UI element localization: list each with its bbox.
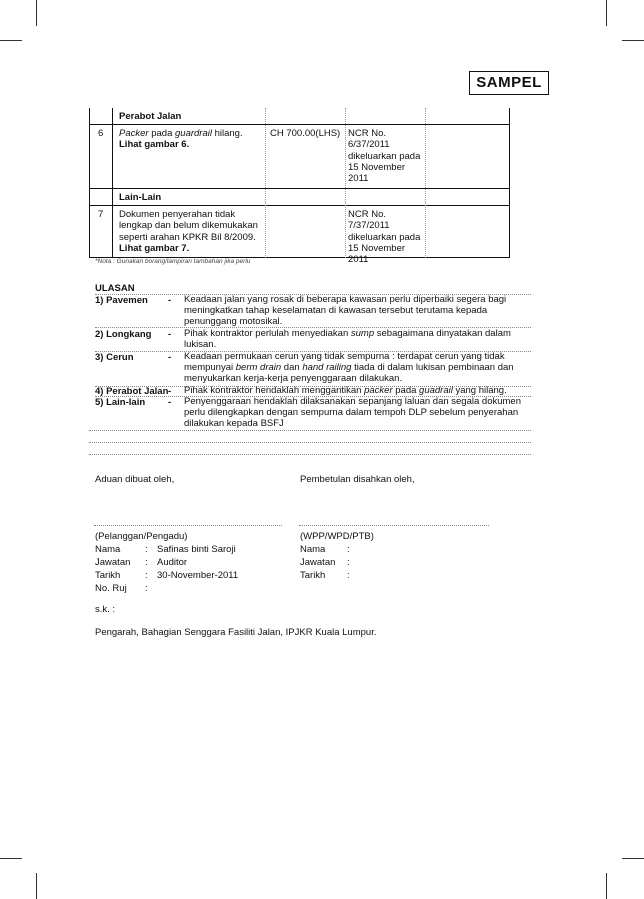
field-value: Safinas binti Saroji xyxy=(157,544,236,555)
ulasan-line: Keadaan permukaan cerun yang tidak sempurna : terdapat cerun yang tidak xyxy=(184,351,505,362)
ulasan-line: meningkatkan tahap keselamatan di kawasan tersebut terutama kepada xyxy=(184,304,488,316)
ulasan-fragment: Pihak kontraktor perlulah menyediakan xyxy=(184,328,351,339)
field-label: Tarikh xyxy=(95,570,121,581)
approved-by-heading: Pembetulan disahkan oleh, xyxy=(300,474,415,485)
ulasan-dash: - xyxy=(168,397,172,408)
crop-mark xyxy=(36,873,37,899)
crop-mark xyxy=(606,873,607,899)
ncr-line: 2011 xyxy=(348,254,369,266)
section-heading: Perabot Jalan xyxy=(119,111,182,122)
item-text: seperti arahan KPKR Bil 8/2009. xyxy=(119,231,256,243)
ulasan-text xyxy=(184,329,526,351)
ulasan-fragment: sump xyxy=(350,328,375,339)
ncr-line: 15 November xyxy=(348,242,406,254)
ulasan-fragment: Pihak kontraktor hendaklah menggantikan xyxy=(184,385,365,396)
table-border xyxy=(89,205,510,206)
item-description xyxy=(119,128,267,151)
sampel-stamp: SAMPEL xyxy=(469,71,549,95)
table-border xyxy=(89,108,90,258)
ulasan-line: menyukarkan kerja-kerja penyenggaraan dilakukan. xyxy=(184,372,403,384)
ulasan-dash: - xyxy=(168,329,172,340)
ulasan-fragment: pada xyxy=(392,385,420,396)
ulasan-fragment: berm drain xyxy=(235,361,282,373)
ulasan-fragment: tiada di dalam lukisan pembinaan dan xyxy=(351,361,514,373)
row-number: 7 xyxy=(98,209,104,220)
ulasan-line xyxy=(184,363,526,374)
field-colon: : xyxy=(347,544,350,555)
field-colon: : xyxy=(347,570,350,581)
field-value: 30-November-2011 xyxy=(157,570,239,581)
ncr-line: dikeluarkan pada xyxy=(348,150,421,162)
field-label: Jawatan xyxy=(300,557,336,568)
dotted-rule xyxy=(89,442,531,443)
field-label: Jawatan xyxy=(95,557,131,568)
item-text: Packer xyxy=(119,128,149,139)
field-colon: : xyxy=(145,544,148,555)
ulasan-fragment: mempunyai xyxy=(184,361,236,373)
item-text: hilang. xyxy=(211,128,243,139)
ulasan-fragment: sebagaimana dinyatakan dalam xyxy=(374,328,511,339)
ulasan-fragment: hand railing xyxy=(302,361,352,373)
approver-role: (WPP/WPD/PTB) xyxy=(300,531,374,542)
ulasan-label: 2) Longkang xyxy=(95,329,152,340)
ulasan-line: lukisan. xyxy=(184,338,217,350)
crop-mark xyxy=(622,858,644,859)
field-colon: : xyxy=(347,557,350,568)
complaint-by-heading: Aduan dibuat oleh, xyxy=(95,474,175,485)
ulasan-title: ULASAN xyxy=(95,283,135,294)
ncr-line: NCR No. xyxy=(348,209,387,220)
table-note: *Nota : Gunakan borang/lampiran tambahan jika perlu xyxy=(95,258,251,265)
section-heading: Lain-Lain xyxy=(119,192,162,203)
ulasan-dash: - xyxy=(168,386,172,397)
ulasan-text xyxy=(184,295,526,327)
crop-mark xyxy=(0,40,22,41)
ulasan-fragment: yang hilang. xyxy=(452,385,507,396)
ulasan-line: perlu dilengkapkan dengan sempurna dalam tempoh DLP sebelum penyerahan xyxy=(184,406,519,418)
table-border xyxy=(509,108,510,258)
field-colon: : xyxy=(145,570,148,581)
signature-line xyxy=(299,525,489,526)
ulasan-label: 3) Cerun xyxy=(95,352,134,363)
sk-recipient: Pengarah, Bahagian Senggara Fasiliti Jalan, IPJKR Kuala Lumpur. xyxy=(95,627,377,638)
crop-mark xyxy=(36,0,37,26)
ulasan-line: Keadaan jalan yang rosak di beberapa kawasan perlu diperbaiki segera bagi xyxy=(184,294,507,305)
ulasan-dash: - xyxy=(168,352,172,363)
ncr-line: 6/37/2011 xyxy=(348,139,390,151)
ulasan-label: 4) Perabot Jalan xyxy=(95,386,169,397)
ulasan-line: Penyenggaraan hendaklah dilaksanakan sepanjang laluan dan segala dokumen xyxy=(184,396,521,407)
field-label: Nama xyxy=(300,544,326,555)
ulasan-line: penunggang motosikal. xyxy=(184,315,283,327)
item-text: lengkap dan belum dikemukakan xyxy=(119,220,258,232)
field-label: Nama xyxy=(95,544,121,555)
crop-mark xyxy=(622,40,644,41)
field-label: No. Ruj xyxy=(95,583,127,594)
item-reference: Lihat gambar 6. xyxy=(119,139,190,151)
ulasan-fragment: packer xyxy=(364,385,393,396)
ulasan-text xyxy=(184,397,526,429)
ulasan-dash: - xyxy=(168,295,172,306)
crop-mark xyxy=(0,858,22,859)
table-border xyxy=(112,108,113,258)
ncr-info xyxy=(348,128,426,184)
ncr-line: dikeluarkan pada xyxy=(348,231,421,243)
ulasan-text xyxy=(184,352,526,384)
field-colon: : xyxy=(145,557,148,568)
dotted-rule xyxy=(89,454,531,455)
ncr-info xyxy=(348,209,426,265)
signature-line xyxy=(94,525,282,526)
ulasan-line xyxy=(184,329,526,340)
field-colon: : xyxy=(145,583,148,594)
sk-label: s.k. : xyxy=(95,604,116,615)
item-text: pada xyxy=(148,128,175,139)
row-number: 6 xyxy=(98,128,104,139)
crop-mark xyxy=(606,0,607,26)
table-border xyxy=(89,188,510,189)
ncr-line: NCR No. xyxy=(348,128,387,139)
item-text: Dokumen penyerahan tidak xyxy=(119,209,236,220)
ulasan-label: 5) Lain-lain xyxy=(95,397,146,408)
ncr-line: 15 November xyxy=(348,161,406,173)
ulasan-fragment: guadrail xyxy=(419,385,453,396)
ulasan-line: dilakukan kepada BSFJ xyxy=(184,417,284,429)
ncr-line: 2011 xyxy=(348,173,369,185)
item-text: guardrail xyxy=(175,128,212,139)
ncr-line: 7/37/2011 xyxy=(348,220,390,232)
table-border xyxy=(89,124,510,125)
table-divider xyxy=(345,108,346,258)
item-description xyxy=(119,209,269,254)
item-reference: Lihat gambar 7. xyxy=(119,242,190,254)
dotted-rule xyxy=(89,430,531,431)
complainant-role: (Pelanggan/Pengadu) xyxy=(95,531,188,542)
ulasan-fragment: dan xyxy=(281,361,303,373)
location: CH 700.00(LHS) xyxy=(270,128,341,139)
ulasan-label: 1) Pavemen xyxy=(95,295,148,306)
field-value: Auditor xyxy=(157,557,188,568)
field-label: Tarikh xyxy=(300,570,326,581)
